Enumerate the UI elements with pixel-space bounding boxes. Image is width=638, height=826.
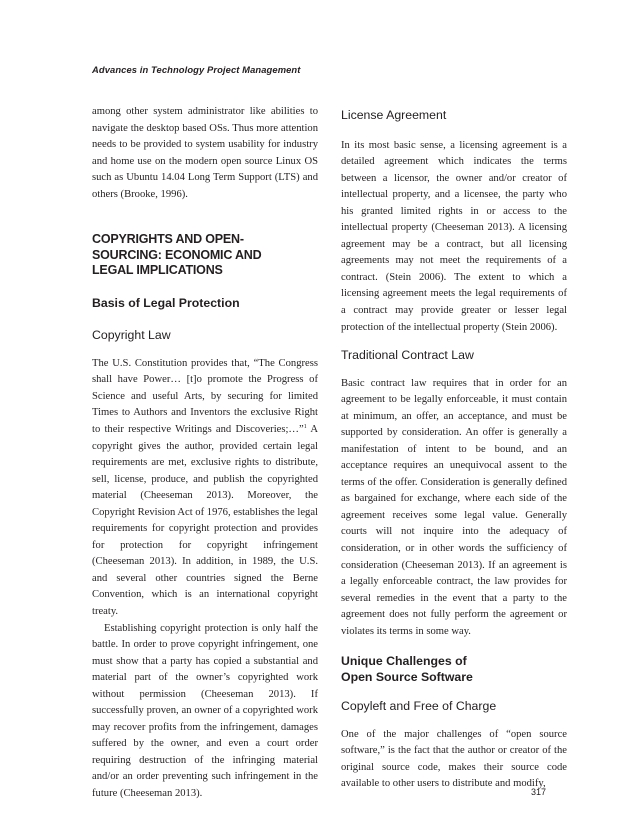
copyright-paragraph-part-1: The U.S. Constitution provides that, “The Congress shall have Power… [t]o promote the Progress of Science and useful Arts, by securing for limited Times to Authors and Inventors the exclusive Right to their respective Writings and Discoveries;…” [92,357,318,435]
section-heading-line-3: LEGAL IMPLICATIONS [92,263,223,278]
footnote-marker: 1 [303,423,307,430]
right-column [341,104,567,793]
copyleft-paragraph: One of the major challenges of “open source software,” is the fact that the author or creator of the original source code, makes their source code available to other users to distribute and modify, [341,728,567,790]
challenges-heading-line-1: Unique Challenges of [341,654,467,669]
challenges-heading [341,654,567,685]
copyright-paragraph [92,356,318,621]
copyleft-heading: Copyleft and Free of Charge [341,699,497,714]
subsubsection-heading: Copyright Law [92,328,171,343]
license-heading: License Agreement [341,108,447,122]
contract-heading: Traditional Contract Law [341,348,474,363]
left-column [92,104,318,803]
protection-paragraph: Establishing copyright protection is only half the battle. In order to prove copyright infringement, one must show that a party has copied a substantial and material part of the owner’s copyrighted work without permission (Cheeseman 2013). If successfully proven, an owner of a copyrighted work may recover profits from the infringement, damages suffered by the owner, and even a court order requiring destruction of the infringing material and/or an order preventing such infringement in the future (Cheeseman 2013). [92,622,318,799]
challenges-heading-line-2: Open Source Software [341,669,473,684]
section-heading [92,232,318,279]
section-heading-line-1: COPYRIGHTS AND OPEN- [92,232,244,247]
section-heading-line-2: SOURCING: ECONOMIC AND [92,247,262,262]
running-header: Advances in Technology Project Management [92,64,301,75]
contract-paragraph: Basic contract law requires that in order for an agreement to be legally enforceable, it must contain at minimum, an offer, an acceptance, and must be supported by consideration. An offer is generally a manifestation of intent to be bound, and an acceptance requires an unequivocal assent to the terms of the offer. Consideration is generally defined as bargained for exchange, where each side of the agreement receives some legal value. Generally courts will not inquire into the adequacy of consideration, or in other words the sufficiency of consideration (Cheeseman 2013). If an agreement is a legally enforceable contract, the law provides for several remedies in the event that a party to the agreement does not fully perform the agreement or violates its terms in some way. [341,377,567,637]
copyright-paragraph-part-2: A copyright gives the author, provided certain legal requirements are met, exclusive rights to distribute, sell, license, produce, and publish the copyrighted material (Cheeseman 2013). Moreover, the Copyright Revision Act of 1976, establishes the legal requirements for copyright protection and provides for protection for copyright infringement (Cheeseman 2013). In addition, in 1989, the U.S. and several other countries signed the Berne Convention, which is an international copyright treaty. [92,423,318,617]
intro-paragraph: among other system administrator like abilities to navigate the desktop based OSs. Thus more attention needs to be provided to system usability for industry and home use on the modern open source Linux OS such as Ubuntu 14.04 Long Term Support (LTS) and others (Brooke, 1996). [92,106,318,200]
page-number: 317 [530,787,546,797]
subsection-heading: Basis of Legal Protection [92,295,240,310]
license-paragraph: In its most basic sense, a licensing agreement is a detailed agreement which indicates the terms between a licensor, the owner and/or creator of intellectual property, and a licensee, the party who his granted limited rights in or access to the intellectual property (Cheeseman 2013). A licensing agreement may be a contract, but all licensing agreements may not meet the requirements of a contract. (Stein 2006). The extent to which a licensing agreement meets the legal requirements of a contract may provide greater or lesser legal protection of the intellectual property (Stein 2006). [341,139,567,333]
